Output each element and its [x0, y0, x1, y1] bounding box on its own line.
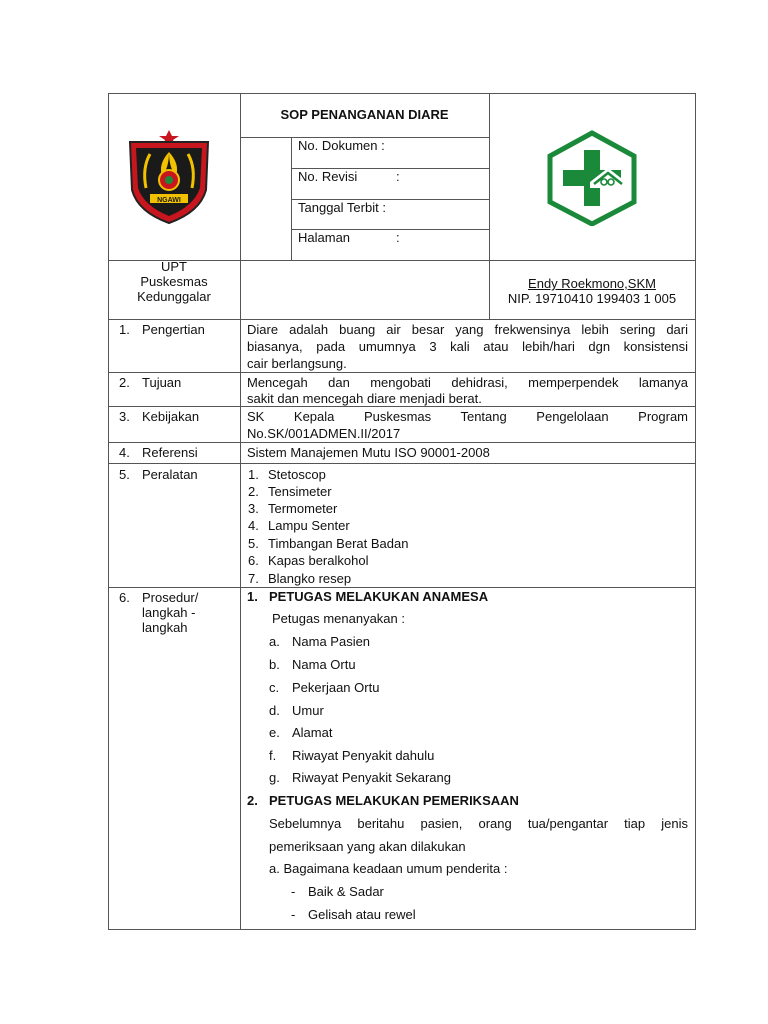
row-label-kebijakan: Kebijakan	[142, 409, 200, 424]
org-line-1: UPT	[161, 259, 187, 274]
table-border-bottom	[108, 929, 696, 930]
list-item: Riwayat Penyakit Sekarang	[292, 770, 451, 785]
field-colon: :	[396, 230, 400, 245]
list-item: Termometer	[268, 501, 338, 516]
list-item: Stetoscop	[268, 467, 326, 482]
row-line-3	[108, 442, 696, 443]
puskesmas-logo	[546, 130, 638, 226]
list-item-num: 1.	[248, 467, 259, 482]
field-tanggal-terbit: Tanggal Terbit :	[298, 200, 386, 215]
pengertian-text: biasanya, pada umumnya 3 kali atau lebih/hari dgn konsistensi	[247, 339, 688, 354]
pengertian-text: Diare adalah buang air besar yang frekwensinya lebih sering dari	[247, 322, 688, 337]
row-num: 2.	[119, 375, 130, 390]
field-no-dokumen: No. Dokumen :	[298, 138, 385, 153]
row-label-peralatan: Peralatan	[142, 467, 198, 482]
tujuan-text: Mencegah dan mengobati dehidrasi, memperpendek lamanya	[247, 375, 688, 390]
pemeriksaan-paragraph: Sebelumnya beritahu pasien, orang tua/pengantar tiap jenis	[269, 816, 688, 831]
row-num: 3.	[119, 409, 130, 424]
row-label-referensi: Referensi	[142, 445, 198, 460]
list-item-num: 6.	[248, 553, 259, 568]
list-item-num: 7.	[248, 571, 259, 586]
table-border-left	[108, 93, 109, 930]
sop-title: SOP PENANGANAN DIARE	[280, 107, 449, 122]
row-label-prosedur: Prosedur/	[142, 590, 199, 605]
row-label-pengertian: Pengertian	[142, 322, 205, 337]
list-item: Tensimeter	[268, 484, 332, 499]
row-label-prosedur: langkah -	[142, 605, 196, 620]
org-line-2: Puskesmas	[140, 274, 208, 289]
list-item-num: 3.	[248, 501, 259, 516]
list-item-num: 2.	[248, 484, 259, 499]
row-num: 4.	[119, 445, 130, 460]
list-item-num: a.	[269, 634, 280, 649]
list-item: Pekerjaan Ortu	[292, 680, 380, 695]
col-divider-1	[240, 93, 241, 930]
list-item: Umur	[292, 703, 324, 718]
list-item-num: 5.	[248, 536, 259, 551]
referensi-text: Sistem Manajemen Mutu ISO 90001-2008	[247, 445, 490, 460]
section-number: 2.	[247, 793, 258, 808]
list-item-num: c.	[269, 680, 280, 695]
row-num: 1.	[119, 322, 130, 337]
pemeriksaan-paragraph: pemeriksaan yang akan dilakukan	[269, 839, 466, 854]
list-item: Lampu Senter	[268, 518, 350, 533]
table-border-top	[108, 93, 696, 94]
pengertian-text: cair berlangsung.	[247, 356, 347, 371]
list-item-num: d.	[269, 703, 280, 718]
row-label-tujuan: Tujuan	[142, 375, 182, 390]
dash-bullet: -	[291, 884, 296, 899]
list-item: Gelisah atau rewel	[308, 907, 416, 922]
list-item: Timbangan Berat Badan	[268, 536, 409, 551]
list-item-num: e.	[269, 725, 280, 740]
regional-crest-logo	[124, 128, 214, 226]
list-item-num: 4.	[248, 518, 259, 533]
list-item: Alamat	[292, 725, 333, 740]
row-num: 6.	[119, 590, 130, 605]
list-item-num: g.	[269, 770, 280, 785]
list-item-num: f.	[269, 748, 277, 763]
org-line-3: Kedunggalar	[137, 289, 211, 304]
section-number: 1.	[247, 589, 258, 604]
table-border-right	[695, 93, 696, 930]
dash-bullet: -	[291, 907, 296, 922]
field-halaman: Halaman	[298, 230, 351, 245]
field-colon: :	[396, 169, 400, 184]
pemeriksaan-sub-a: a. Bagaimana keadaan umum penderita :	[269, 861, 508, 876]
section-heading-anamesa: PETUGAS MELAKUKAN ANAMESA	[269, 589, 489, 604]
signer-nip: NIP. 19710410 199403 1 005	[507, 291, 677, 306]
list-item-num: b.	[269, 657, 280, 672]
anamesa-intro: Petugas menanyakan :	[272, 611, 405, 626]
row-line-1	[108, 372, 696, 373]
row-line-4	[108, 463, 696, 464]
section-heading-pemeriksaan: PETUGAS MELAKUKAN PEMERIKSAAN	[269, 793, 519, 808]
signer-name: Endy Roekmono,SKM	[528, 276, 656, 291]
list-item: Baik & Sadar	[308, 884, 384, 899]
list-item: Nama Pasien	[292, 634, 371, 649]
crest-banner-text: NGAWI	[157, 197, 181, 204]
list-item: Blangko resep	[268, 571, 352, 586]
list-item: Kapas beralkohol	[268, 553, 369, 568]
header-bottom-line	[108, 319, 696, 320]
row-num: 5.	[119, 467, 130, 482]
row-label-prosedur: langkah	[142, 620, 188, 635]
kebijakan-text: No.SK/001ADMEN.II/2017	[247, 426, 401, 441]
kebijakan-text: SK Kepala Puskesmas Tentang Pengelolaan Program	[247, 409, 688, 424]
list-item: Nama Ortu	[292, 657, 356, 672]
tujuan-text: sakit dan mencegah diare menjadi berat.	[247, 391, 482, 406]
field-no-revisi: No. Revisi	[298, 169, 358, 184]
list-item: Riwayat Penyakit dahulu	[292, 748, 435, 763]
